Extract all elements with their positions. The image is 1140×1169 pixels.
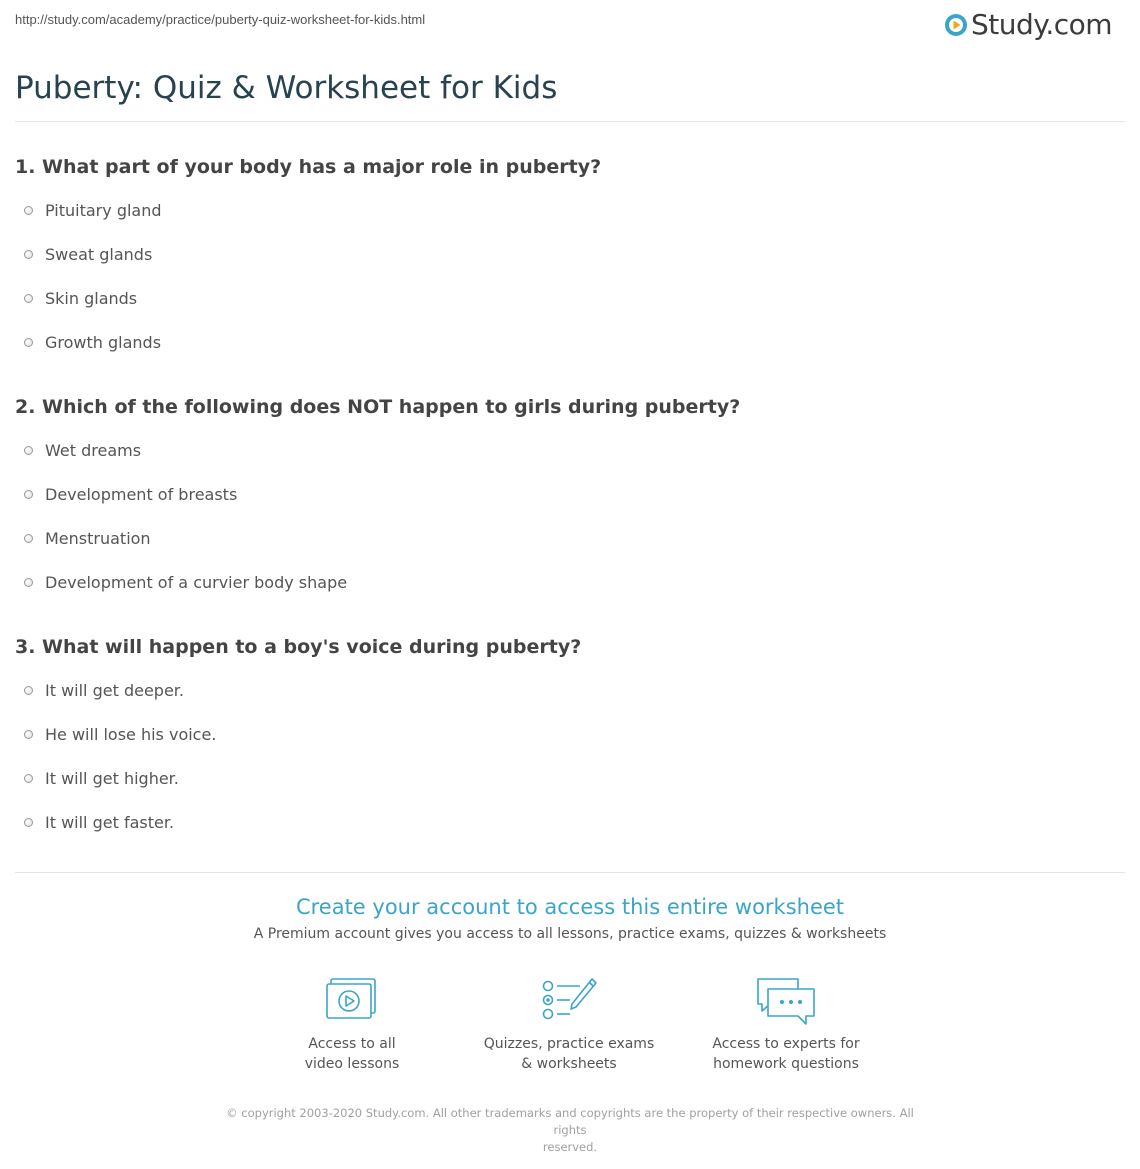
video-lessons-icon bbox=[326, 976, 378, 1022]
q2-option-4[interactable] bbox=[24, 572, 347, 592]
option-label: Development of breasts bbox=[45, 484, 238, 504]
page-title: Puberty: Quiz & Worksheet for Kids bbox=[15, 70, 558, 106]
q2-option-2[interactable] bbox=[24, 484, 237, 504]
logo-text: Study.com bbox=[971, 8, 1113, 41]
question-1: 1. What part of your body has a major role in puberty? bbox=[15, 156, 602, 178]
option-label: Wet dreams bbox=[45, 440, 142, 460]
question-3: 3. What will happen to a boy's voice during puberty? bbox=[15, 636, 582, 658]
feature-quizzes bbox=[459, 976, 679, 1074]
q1-option-2[interactable] bbox=[24, 244, 152, 264]
feature-video-lessons bbox=[242, 976, 462, 1074]
play-circle-logo-icon bbox=[944, 13, 968, 37]
radio-button[interactable] bbox=[24, 534, 33, 543]
option-label: Development of a curvier body shape bbox=[45, 572, 348, 592]
quiz-checklist-icon bbox=[540, 976, 598, 1022]
feature-experts bbox=[676, 976, 896, 1074]
q3-option-3[interactable] bbox=[24, 768, 179, 788]
radio-button[interactable] bbox=[24, 578, 33, 587]
q3-option-2[interactable] bbox=[24, 724, 216, 744]
radio-button[interactable] bbox=[24, 490, 33, 499]
radio-button[interactable] bbox=[24, 338, 33, 347]
q3-option-4[interactable] bbox=[24, 812, 174, 832]
option-label: Menstruation bbox=[45, 528, 151, 548]
study-logo[interactable] bbox=[944, 8, 1112, 41]
radio-button[interactable] bbox=[24, 294, 33, 303]
radio-button[interactable] bbox=[24, 446, 33, 455]
option-label: Skin glands bbox=[45, 288, 138, 308]
radio-button[interactable] bbox=[24, 730, 33, 739]
option-label: It will get higher. bbox=[45, 768, 179, 788]
copyright-line: reserved. bbox=[542, 1140, 598, 1154]
radio-button[interactable] bbox=[24, 686, 33, 695]
feature-line: Quizzes, practice exams bbox=[483, 1036, 655, 1052]
q2-option-1[interactable] bbox=[24, 440, 141, 460]
feature-line: homework questions bbox=[713, 1056, 859, 1072]
title-divider bbox=[15, 121, 1125, 122]
page-url: http://study.com/academy/practice/puberty-quiz-worksheet-for-kids.html bbox=[15, 12, 426, 27]
option-label: He will lose his voice. bbox=[45, 724, 217, 744]
q3-option-1[interactable] bbox=[24, 680, 184, 700]
feature-line: Access to all bbox=[308, 1036, 396, 1052]
copyright-line: © copyright 2003-2020 Study.com. All other trademarks and copyrights are the property of their respective owners. All rights bbox=[226, 1106, 914, 1137]
option-label: It will get deeper. bbox=[45, 680, 184, 700]
q1-option-4[interactable] bbox=[24, 332, 161, 352]
radio-button[interactable] bbox=[24, 206, 33, 215]
feature-line: video lessons bbox=[304, 1056, 400, 1072]
copyright-footer bbox=[210, 1105, 930, 1156]
chat-bubbles-icon bbox=[754, 976, 818, 1028]
q2-option-3[interactable] bbox=[24, 528, 151, 548]
option-label: Growth glands bbox=[45, 332, 162, 352]
radio-button[interactable] bbox=[24, 250, 33, 259]
option-label: Sweat glands bbox=[45, 244, 153, 264]
option-label: Pituitary gland bbox=[45, 200, 162, 220]
radio-button[interactable] bbox=[24, 774, 33, 783]
cta-divider bbox=[15, 872, 1125, 873]
feature-line: & worksheets bbox=[521, 1056, 617, 1072]
q1-option-3[interactable] bbox=[24, 288, 137, 308]
feature-line: Access to experts for bbox=[712, 1036, 860, 1052]
cta-subtitle: A Premium account gives you access to all lessons, practice exams, quizzes & worksheets bbox=[253, 926, 887, 942]
cta-title[interactable]: Create your account to access this entire worksheet bbox=[295, 895, 845, 919]
radio-button[interactable] bbox=[24, 818, 33, 827]
q1-option-1[interactable] bbox=[24, 200, 162, 220]
option-label: It will get faster. bbox=[45, 812, 175, 832]
question-2: 2. Which of the following does NOT happen to girls during puberty? bbox=[15, 396, 741, 418]
